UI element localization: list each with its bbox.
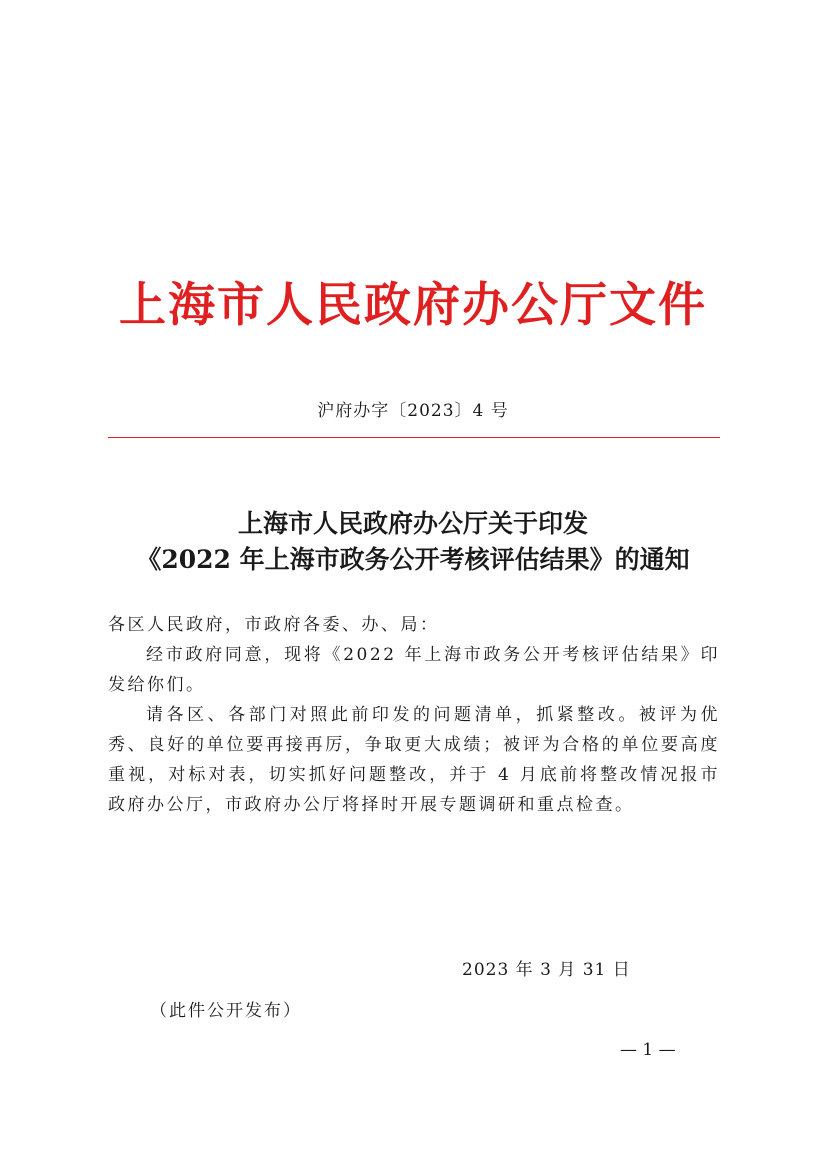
- notice-title: [60, 506, 766, 578]
- masthead-title: 上海市人民政府办公厅文件: [119, 278, 707, 333]
- red-divider-line: [108, 437, 720, 438]
- body-paragraph-2: 请各区、各部门对照此前印发的问题清单，抓紧整改。被评为优秀、良好的单位要再接再厉，争取更大成绩；被评为合格的单位要高度重视，对标对表，切实抓好问题整改，并于 4 月底前将整改情况报市政府办公厅，市政府办公厅将择时开展专题调研和重点检查。: [108, 705, 720, 815]
- document-number: 沪府办字〔2023〕4 号: [317, 401, 509, 421]
- public-release-note: （此件公开发布）: [150, 1001, 302, 1021]
- notice-body: [108, 610, 720, 820]
- notice-title-line-1: 上海市人民政府办公厅关于印发: [237, 509, 588, 538]
- notice-title-line-2: 《2022 年上海市政务公开考核评估结果》的通知: [136, 545, 690, 574]
- page-number: — 1 —: [620, 1040, 676, 1060]
- issue-date: 2023 年 3 月 31 日: [462, 960, 631, 980]
- addressee: 各区人民政府，市政府各委、办、局：: [108, 615, 440, 635]
- body-paragraph-1: 经市政府同意，现将《2022 年上海市政务公开考核评估结果》印发给你们。: [108, 645, 720, 695]
